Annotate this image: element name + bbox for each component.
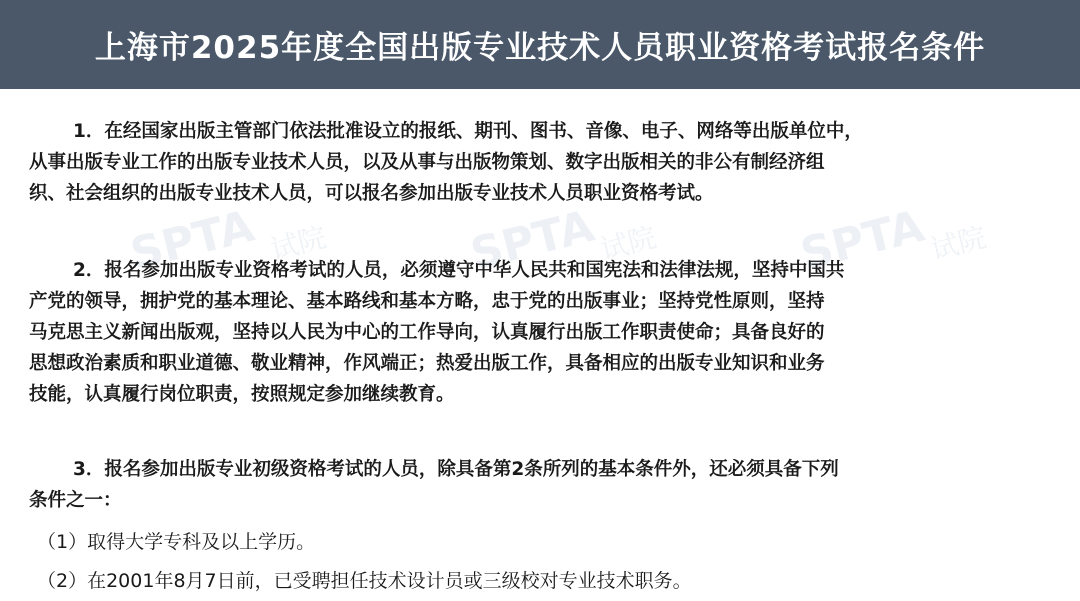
paragraph-line: 马克思主义新闻出版观，坚持以人民为中心的工作导向，认真履行出版工作职责使命；具备良好的 xyxy=(29,322,825,343)
watermark-logo: SPTA xyxy=(125,200,259,281)
list-item: （1）取得大学专科及以上学历。 xyxy=(37,531,316,553)
watermark-text: 试院 xyxy=(927,220,990,267)
paragraph-line: 产党的领导，拥护党的基本理论、基本路线和基本方略，忠于党的出版事业；坚持党性原则，坚持 xyxy=(29,291,825,312)
paragraph-line: 1．在经国家出版主管部门依法批准设立的报纸、期刊、图书、音像、电子、网络等出版单位中， xyxy=(73,121,863,142)
paragraph-2 xyxy=(29,255,1059,410)
paragraph-line: 织、社会组织的出版专业技术人员，可以报名参加出版专业技术人员职业资格考试。 xyxy=(29,183,714,204)
title-banner xyxy=(0,0,1080,89)
watermark-logo: SPTA xyxy=(795,200,929,281)
paragraph-line: 思想政治素质和职业道德、敬业精神，作风端正；热爱出版工作，具备相应的出版专业知识和业务 xyxy=(29,353,825,374)
paragraph-line: 技能，认真履行岗位职责，按照规定参加继续教育。 xyxy=(29,384,455,405)
paragraph-1 xyxy=(29,116,1059,209)
paragraph-3 xyxy=(29,454,1059,516)
list-item: （2）在2001年8月7日前，已受聘担任技术设计员或三级校对专业技术职务。 xyxy=(37,570,692,592)
paragraph-line: 条件之一： xyxy=(29,490,122,511)
paragraph-line: 从事出版专业工作的出版专业技术人员，以及从事与出版物策划、数字出版相关的非公有制经济组 xyxy=(29,152,825,173)
page-title: 上海市2025年度全国出版专业技术人员职业资格考试报名条件 xyxy=(94,30,986,66)
watermark-logo: SPTA xyxy=(465,200,599,281)
watermark-text: 试院 xyxy=(267,220,330,267)
paragraph-line: 3．报名参加出版专业初级资格考试的人员，除具备第2条所列的基本条件外，还必须具备下列 xyxy=(73,459,839,480)
paragraph-line: 2．报名参加出版专业资格考试的人员，必须遵守中华人民共和国宪法和法律法规，坚持中国共 xyxy=(73,260,845,281)
watermark-text: 试院 xyxy=(597,220,660,267)
